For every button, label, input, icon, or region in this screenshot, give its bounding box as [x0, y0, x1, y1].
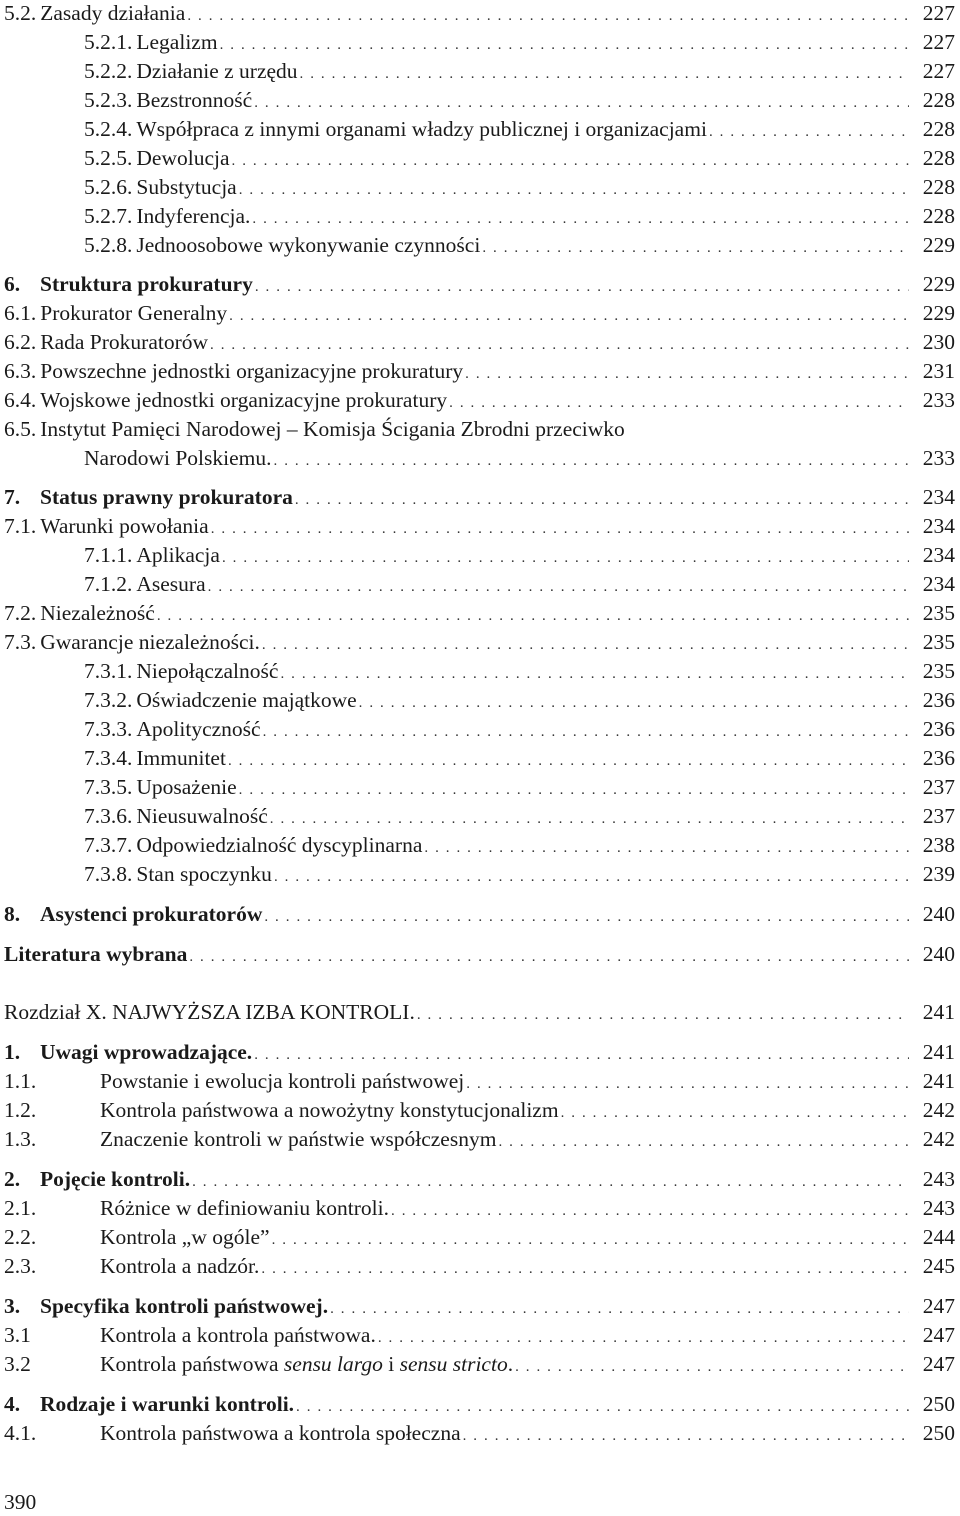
toc-entry-number: 7.2.: [4, 601, 37, 625]
toc-dot-leader: [187, 0, 909, 29]
toc-entry[interactable]: [4, 629, 955, 655]
toc-entry-page: 228: [922, 146, 955, 170]
toc-entry-number: 6.: [4, 272, 21, 296]
toc-entry[interactable]: [4, 1097, 955, 1123]
toc-entry-label: Powstanie i ewolucja kontroli państwowej: [100, 1069, 465, 1093]
toc-dot-leader: [157, 600, 909, 629]
page-number: 390: [4, 1490, 37, 1514]
toc-dot-leader: [449, 387, 909, 416]
toc-entry-page: 228: [922, 175, 955, 199]
toc-entry-number: 7.1.2.: [84, 572, 133, 596]
toc-entry-number: 4.1.: [4, 1421, 37, 1445]
toc-dot-leader: [220, 29, 909, 58]
toc-entry-label: Nieusuwalność: [136, 804, 268, 828]
toc-entry-number: 4.: [4, 1392, 21, 1416]
toc-entry[interactable]: [84, 174, 955, 200]
toc-entry-number: 8.: [4, 902, 21, 926]
toc-entry-label: Stan spoczynku: [136, 862, 272, 886]
toc-dot-leader: [239, 774, 909, 803]
toc-entry-number: 1.2.: [4, 1098, 37, 1122]
toc-entry-page: 236: [922, 717, 955, 741]
toc-entry[interactable]: [84, 861, 955, 887]
toc-entry-number: 1.1.: [4, 1069, 37, 1093]
toc-entry[interactable]: [84, 774, 955, 800]
toc-dot-leader: [463, 1420, 909, 1449]
toc-entry[interactable]: [4, 941, 955, 967]
toc-entry[interactable]: [84, 745, 955, 771]
toc-entry[interactable]: [4, 387, 955, 413]
toc-dot-leader: [208, 571, 909, 600]
toc-entry-page: 228: [922, 117, 955, 141]
toc-entry[interactable]: [4, 1126, 955, 1152]
toc-entry-page: 242: [922, 1127, 955, 1151]
toc-entry-number: 1.3.: [4, 1127, 37, 1151]
toc-entry[interactable]: [4, 1391, 955, 1417]
toc-entry[interactable]: [4, 600, 955, 626]
toc-entry-number: 7.3.4.: [84, 746, 133, 770]
toc-entry[interactable]: [4, 484, 955, 510]
toc-entry-label: Rozdział X. NAJWYŻSZA IZBA KONTROLI.: [4, 1000, 415, 1024]
toc-entry-page: 227: [922, 59, 955, 83]
toc-entry-page: 244: [922, 1225, 955, 1249]
toc-dot-leader: [272, 1224, 909, 1253]
toc-dot-leader: [222, 542, 909, 571]
toc-entry-label: Uposażenie: [136, 775, 237, 799]
toc-entry[interactable]: [84, 571, 955, 597]
toc-entry-label: Dewolucja: [136, 146, 230, 170]
toc-entry-label: Substytucja: [136, 175, 237, 199]
toc-entry-page: 236: [922, 688, 955, 712]
toc-entry-page: 247: [922, 1323, 955, 1347]
toc-dot-leader: [254, 87, 909, 116]
toc-entry-label: Wojskowe jednostki organizacyjne prokuratury: [40, 388, 448, 412]
toc-dot-leader: [466, 1068, 909, 1097]
toc-entry-page: 237: [922, 804, 955, 828]
toc-entry-label: Kontrola państwowa sensu largo i sensu stricto.: [100, 1352, 514, 1376]
toc-entry-page: 250: [922, 1392, 955, 1416]
toc-dot-leader: [378, 1322, 909, 1351]
toc-entry-label: Indyferencja.: [136, 204, 251, 228]
toc-entry-label: Warunki powołania: [40, 514, 209, 538]
toc-entry[interactable]: [4, 901, 955, 927]
toc-entry[interactable]: [4, 300, 955, 326]
toc-entry-label: Zasady działania: [40, 1, 186, 25]
toc-dot-leader: [254, 1039, 909, 1068]
toc-entry-number: 6.4.: [4, 388, 37, 412]
toc-entry-page: 234: [922, 572, 955, 596]
toc-entry-number: 2.2.: [4, 1225, 37, 1249]
toc-dot-leader: [561, 1097, 909, 1126]
toc-entry-label: Znaczenie kontroli w państwie współczesnym: [100, 1127, 497, 1151]
toc-entry-label: Aplikacja: [136, 543, 220, 567]
toc-entry[interactable]: [4, 1224, 955, 1250]
toc-entry-label: Immunitet: [136, 746, 226, 770]
toc-entry-number: 2.: [4, 1167, 21, 1191]
toc-entry-page: 242: [922, 1098, 955, 1122]
toc-entry-label: Kontrola a nadzór.: [100, 1254, 260, 1278]
toc-dot-leader: [709, 116, 909, 145]
toc-entry-page: 240: [922, 942, 955, 966]
toc-entry-page: 240: [922, 902, 955, 926]
toc-dot-leader: [359, 687, 909, 716]
toc-entry-number: 5.2.: [4, 1, 37, 25]
toc-entry-number: 5.2.4.: [84, 117, 133, 141]
toc-entry-page: 241: [922, 1069, 955, 1093]
toc-entry-number: 5.2.2.: [84, 59, 133, 83]
toc-entry-number: 5.2.7.: [84, 204, 133, 228]
toc-dot-leader: [417, 999, 909, 1028]
toc-entry[interactable]: [4, 1195, 955, 1221]
toc-entry[interactable]: [4, 999, 955, 1025]
toc-entry[interactable]: [84, 116, 955, 142]
toc-entry-label: Status prawny prokuratora: [40, 485, 293, 509]
toc-entry-number: 7.: [4, 485, 21, 509]
toc-entry-label: Specyfika kontroli państwowej.: [40, 1294, 329, 1318]
toc-entry[interactable]: [4, 0, 955, 26]
toc-entry-label: Różnice w definiowaniu kontroli.: [100, 1196, 389, 1220]
toc-entry[interactable]: [4, 358, 955, 384]
toc-entry-page: 228: [922, 88, 955, 112]
toc-entry-label: Narodowi Polskiemu.: [84, 446, 272, 470]
toc-entry-number: 6.2.: [4, 330, 37, 354]
toc-entry-number: 7.3.3.: [84, 717, 133, 741]
toc-entry-page: 239: [922, 862, 955, 886]
toc-entry-label: Powszechne jednostki organizacyjne prokuratury: [40, 359, 464, 383]
toc-entry-page: 233: [922, 446, 955, 470]
toc-entry[interactable]: [84, 232, 955, 258]
toc-entry-label: Działanie z urzędu: [136, 59, 298, 83]
toc-dot-leader: [274, 861, 909, 890]
toc-dot-leader: [295, 484, 909, 513]
toc-entry-number: 1.: [4, 1040, 21, 1064]
toc-entry-number: 7.3.6.: [84, 804, 133, 828]
toc-entry-number: 6.5.: [4, 417, 37, 441]
toc-dot-leader: [330, 1293, 909, 1322]
toc-entry-label: Uwagi wprowadzające.: [40, 1040, 253, 1064]
toc-entry[interactable]: [84, 542, 955, 568]
toc-entry-page: 230: [922, 330, 955, 354]
toc-entry-number: 5.2.6.: [84, 175, 133, 199]
toc-entry-number: 7.3.: [4, 630, 37, 654]
toc-entry-page: 234: [922, 514, 955, 538]
toc-dot-leader: [210, 329, 909, 358]
toc-entry-label: Legalizm: [136, 30, 218, 54]
toc-entry-page: 231: [922, 359, 955, 383]
toc-entry-number: 3.1: [4, 1323, 31, 1347]
toc-entry-page: 247: [922, 1294, 955, 1318]
toc-entry[interactable]: [84, 832, 955, 858]
toc-dot-leader: [391, 1195, 909, 1224]
toc-entry-page: 235: [922, 630, 955, 654]
toc-entry-label: Apolityczność: [136, 717, 261, 741]
toc-entry-label: Asystenci prokuratorów: [40, 902, 263, 926]
toc-entry[interactable]: [4, 1351, 955, 1377]
toc-entry[interactable]: [4, 271, 955, 297]
toc-dot-leader: [239, 174, 909, 203]
toc-entry[interactable]: [4, 1322, 955, 1348]
toc-entry-label: Kontrola państwowa a nowożytny konstytucjonalizm: [100, 1098, 559, 1122]
toc-dot-leader: [228, 745, 909, 774]
toc-dot-leader: [296, 1391, 909, 1420]
toc-entry[interactable]: [4, 1420, 955, 1446]
toc-entry-page: 245: [922, 1254, 955, 1278]
toc-dot-leader: [192, 1166, 909, 1195]
toc-entry-page: 247: [922, 1352, 955, 1376]
toc-entry-label: Pojęcie kontroli.: [40, 1167, 191, 1191]
toc-entry-label: Jednoosobowe wykonywanie czynności: [136, 233, 481, 257]
toc-entry-label: Niezależność: [40, 601, 155, 625]
toc-entry-number: 6.1.: [4, 301, 37, 325]
toc-dot-leader: [229, 300, 909, 329]
toc-entry-label: Odpowiedzialność dyscyplinarna: [136, 833, 423, 857]
toc-entry-continuation[interactable]: [84, 445, 955, 471]
toc-entry-page: 235: [922, 659, 955, 683]
toc-entry-page: 234: [922, 485, 955, 509]
toc-entry[interactable]: [4, 1253, 955, 1279]
toc-entry-number: 5.2.8.: [84, 233, 133, 257]
toc-entry-number: 7.1.: [4, 514, 37, 538]
toc-entry-number: 6.3.: [4, 359, 37, 383]
toc-entry-label: Asesura: [136, 572, 206, 596]
toc-dot-leader: [263, 716, 909, 745]
toc-entry-label: Kontrola „w ogóle”: [100, 1225, 270, 1249]
toc-entry-label: Literatura wybrana: [4, 942, 188, 966]
toc-entry-label: Rodzaje i warunki kontroli.: [40, 1392, 295, 1416]
toc-entry[interactable]: [84, 87, 955, 113]
toc-entry-label: Współpraca z innymi organami władzy publicznej i organizacjami: [136, 117, 707, 141]
toc-dot-leader: [252, 203, 909, 232]
toc-entry-number: 5.2.3.: [84, 88, 133, 112]
toc-entry-page: 237: [922, 775, 955, 799]
toc-entry-label: Niepołączalność: [136, 659, 279, 683]
toc-entry-label: Kontrola a kontrola państwowa.: [100, 1323, 376, 1347]
toc-entry-page: 233: [922, 388, 955, 412]
toc-entry-label: Rada Prokuratorów: [40, 330, 209, 354]
toc-dot-leader: [261, 1253, 909, 1282]
toc-entry-page: 238: [922, 833, 955, 857]
toc-dot-leader: [211, 513, 909, 542]
toc-entry-label: Oświadczenie majątkowe: [136, 688, 357, 712]
toc-dot-leader: [424, 832, 909, 861]
toc-entry[interactable]: [4, 1166, 955, 1192]
toc-entry[interactable]: [84, 658, 955, 684]
toc-dot-leader: [482, 232, 909, 261]
toc-dot-leader: [515, 1351, 909, 1380]
toc-entry[interactable]: [4, 513, 955, 539]
toc-entry-label: Prokurator Generalny: [40, 301, 228, 325]
toc-entry-page: 229: [922, 233, 955, 257]
toc-dot-leader: [270, 803, 909, 832]
toc-entry[interactable]: [84, 145, 955, 171]
toc-entry[interactable]: [84, 203, 955, 229]
toc-entry[interactable]: [4, 329, 955, 355]
toc-entry-page: 236: [922, 746, 955, 770]
toc-entry-label: Instytut Pamięci Narodowej – Komisja Ścigania Zbrodni przeciwko: [40, 417, 625, 441]
toc-entry-page: 235: [922, 601, 955, 625]
toc-entry-number: 2.1.: [4, 1196, 37, 1220]
toc-entry-number: 7.3.5.: [84, 775, 133, 799]
toc-dot-leader: [300, 58, 909, 87]
toc-entry-page: 227: [922, 30, 955, 54]
toc-entry-page: 229: [922, 301, 955, 325]
toc-entry-page: 229: [922, 272, 955, 296]
toc-entry-number: 3.2: [4, 1352, 31, 1376]
toc-dot-leader: [232, 145, 909, 174]
toc-dot-leader: [280, 658, 909, 687]
toc-entry-number: 7.1.1.: [84, 543, 133, 567]
toc-dot-leader: [255, 271, 909, 300]
toc-entry[interactable]: [4, 416, 955, 442]
toc-entry-page: 243: [922, 1167, 955, 1191]
toc-entry-page: 241: [922, 1000, 955, 1024]
toc-entry-label: Kontrola państwowa a kontrola społeczna: [100, 1421, 461, 1445]
toc-entry-page: 243: [922, 1196, 955, 1220]
toc-entry[interactable]: [4, 1293, 955, 1319]
toc-entry-number: 7.3.2.: [84, 688, 133, 712]
toc-dot-leader: [264, 901, 909, 930]
toc-entry-number: 7.3.8.: [84, 862, 133, 886]
toc-entry-number: 5.2.1.: [84, 30, 133, 54]
toc-entry-number: 7.3.1.: [84, 659, 133, 683]
toc-entry[interactable]: [84, 687, 955, 713]
toc-entry[interactable]: [84, 58, 955, 84]
toc-dot-leader: [189, 941, 909, 970]
toc-entry-page: 241: [922, 1040, 955, 1064]
toc-entry-page: 234: [922, 543, 955, 567]
toc-entry[interactable]: [4, 1039, 955, 1065]
toc-entry-label: Gwarancje niezależności.: [40, 630, 260, 654]
toc-entry-number: 2.3.: [4, 1254, 37, 1278]
toc-entry-number: 7.3.7.: [84, 833, 133, 857]
toc-entry-number: 3.: [4, 1294, 21, 1318]
toc-entry-page: 250: [922, 1421, 955, 1445]
toc-entry-number: 5.2.5.: [84, 146, 133, 170]
toc-entry-page: 227: [922, 1, 955, 25]
toc-entry-page: 228: [922, 204, 955, 228]
toc-entry[interactable]: [4, 1068, 955, 1094]
toc-dot-leader: [498, 1126, 909, 1155]
toc-entry[interactable]: [84, 716, 955, 742]
toc-dot-leader: [465, 358, 909, 387]
toc-entry[interactable]: [84, 803, 955, 829]
toc-entry[interactable]: [84, 29, 955, 55]
toc-dot-leader: [262, 629, 909, 658]
toc-entry-label: Bezstronność: [136, 88, 253, 112]
toc-dot-leader: [274, 445, 909, 474]
toc-entry-label: Struktura prokuratury: [40, 272, 253, 296]
